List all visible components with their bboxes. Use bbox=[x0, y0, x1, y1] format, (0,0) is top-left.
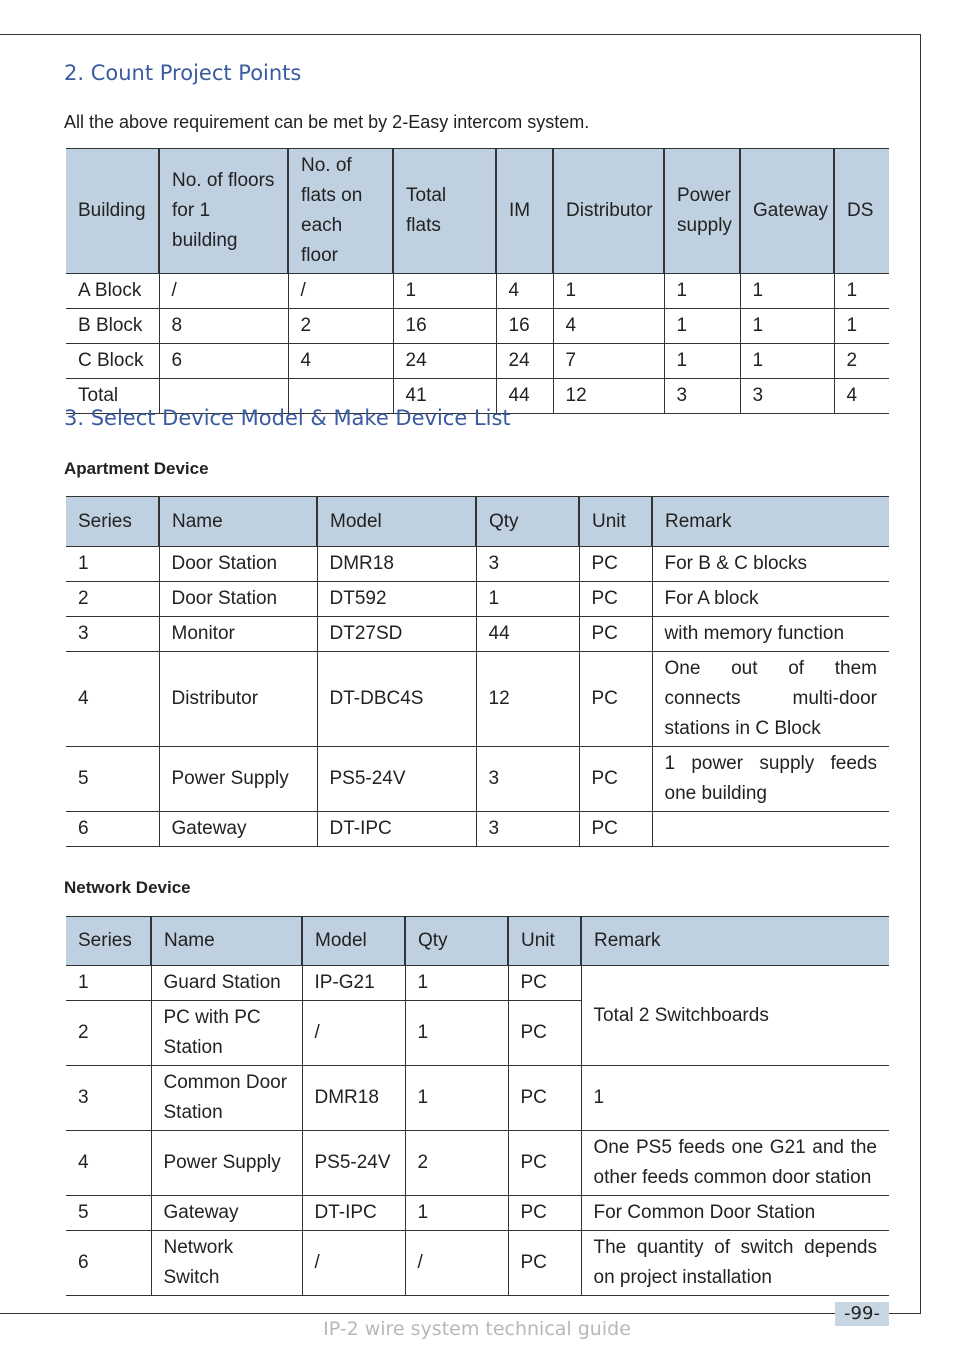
table-cell: 1 bbox=[740, 274, 834, 309]
footer-guide-title: IP-2 wire system technical guide bbox=[323, 1318, 631, 1340]
table-cell: DT-IPC bbox=[317, 812, 476, 847]
table-cell: 6 bbox=[66, 812, 159, 847]
table-row bbox=[66, 582, 889, 617]
table-cell: DT592 bbox=[317, 582, 476, 617]
table-cell: PC bbox=[508, 1231, 581, 1296]
header-power-supply: Power supply bbox=[664, 149, 740, 274]
table-cell: 1 bbox=[393, 274, 496, 309]
header-qty: Qty bbox=[405, 917, 508, 966]
table-row bbox=[66, 1131, 889, 1196]
table-cell: / bbox=[288, 274, 393, 309]
table-header-row bbox=[66, 149, 889, 274]
table-header-row bbox=[66, 497, 889, 547]
table-cell: PC bbox=[579, 582, 652, 617]
apartment-device-title: Apartment Device bbox=[64, 459, 209, 478]
table-cell: 1 bbox=[834, 274, 889, 309]
table-cell: 1 bbox=[553, 274, 664, 309]
table-cell: 8 bbox=[159, 309, 288, 344]
table-row bbox=[66, 1066, 889, 1131]
table-cell: 2 bbox=[405, 1131, 508, 1196]
table-row bbox=[66, 812, 889, 847]
table-cell: DT27SD bbox=[317, 617, 476, 652]
table-cell: PC with PC Station bbox=[151, 1001, 302, 1066]
header-gateway: Gateway bbox=[740, 149, 834, 274]
table-cell: 6 bbox=[66, 1231, 151, 1296]
table-cell: 2 bbox=[288, 309, 393, 344]
table-cell: 2 bbox=[834, 344, 889, 379]
table-cell: 2 bbox=[66, 582, 159, 617]
table-row bbox=[66, 1231, 889, 1296]
table-cell: 2 bbox=[66, 1001, 151, 1066]
table-cell: 1 bbox=[834, 309, 889, 344]
table-cell: C Block bbox=[66, 344, 159, 379]
header-unit: Unit bbox=[508, 917, 581, 966]
table-cell: Monitor bbox=[159, 617, 317, 652]
table-cell: 44 bbox=[496, 379, 553, 414]
table-cell: Power Supply bbox=[159, 747, 317, 812]
network-device-table bbox=[66, 916, 889, 1296]
table-cell: / bbox=[302, 1001, 405, 1066]
table-cell: Door Station bbox=[159, 582, 317, 617]
table-cell: 1 bbox=[66, 547, 159, 582]
table-cell-merged: Total 2 Switchboards bbox=[581, 966, 889, 1066]
table-cell: 1 bbox=[664, 309, 740, 344]
table-cell: 44 bbox=[476, 617, 579, 652]
table-cell: PC bbox=[579, 747, 652, 812]
table-cell: Distributor bbox=[159, 652, 317, 747]
table-cell: 3 bbox=[66, 617, 159, 652]
header-flats-per-floor: No. of flats on each floor bbox=[288, 149, 393, 274]
table-cell: Guard Station bbox=[151, 966, 302, 1001]
table-row bbox=[66, 1196, 889, 1231]
table-cell: PS5-24V bbox=[317, 747, 476, 812]
table-cell: Network Switch bbox=[151, 1231, 302, 1296]
table-cell: / bbox=[159, 274, 288, 309]
header-ds: DS bbox=[834, 149, 889, 274]
header-remark: Remark bbox=[581, 917, 889, 966]
table-cell: 1 power supply feeds one building bbox=[652, 747, 889, 812]
table-cell: 41 bbox=[393, 379, 496, 414]
table-cell: 3 bbox=[476, 812, 579, 847]
table-cell: 1 bbox=[581, 1066, 889, 1131]
table-cell: PC bbox=[508, 1066, 581, 1131]
table-cell: PC bbox=[508, 1001, 581, 1066]
table-cell: 4 bbox=[553, 309, 664, 344]
table-cell: Door Station bbox=[159, 547, 317, 582]
table-cell: / bbox=[302, 1231, 405, 1296]
apartment-device-table bbox=[66, 496, 889, 847]
table-cell: 4 bbox=[66, 1131, 151, 1196]
table-cell: 1 bbox=[405, 1196, 508, 1231]
table-row bbox=[66, 617, 889, 652]
page-number: -99- bbox=[835, 1302, 889, 1326]
table-cell: PC bbox=[579, 812, 652, 847]
table-cell: 24 bbox=[393, 344, 496, 379]
table-cell: 6 bbox=[159, 344, 288, 379]
table-cell: 16 bbox=[393, 309, 496, 344]
table-cell: For A block bbox=[652, 582, 889, 617]
table-cell: 1 bbox=[740, 344, 834, 379]
header-name: Name bbox=[151, 917, 302, 966]
table-cell: 4 bbox=[834, 379, 889, 414]
table-cell: PS5-24V bbox=[302, 1131, 405, 1196]
table-cell: 3 bbox=[66, 1066, 151, 1131]
header-distributor: Distributor bbox=[553, 149, 664, 274]
table-cell: Gateway bbox=[159, 812, 317, 847]
table-cell: 12 bbox=[553, 379, 664, 414]
table-cell: DT-IPC bbox=[302, 1196, 405, 1231]
table-cell: Power Supply bbox=[151, 1131, 302, 1196]
header-series: Series bbox=[66, 917, 151, 966]
table-cell: / bbox=[405, 1231, 508, 1296]
header-total-flats: Total flats bbox=[393, 149, 496, 274]
table-cell: DMR18 bbox=[302, 1066, 405, 1131]
table-cell: One PS5 feeds one G21 and the other feeds common door station bbox=[581, 1131, 889, 1196]
table-cell: One out of them connects multi-door stations in C Block bbox=[652, 652, 889, 747]
table-cell bbox=[652, 812, 889, 847]
header-unit: Unit bbox=[579, 497, 652, 547]
table-cell: 1 bbox=[405, 966, 508, 1001]
header-remark: Remark bbox=[652, 497, 889, 547]
project-points-table bbox=[66, 148, 889, 414]
table-cell: with memory function bbox=[652, 617, 889, 652]
table-cell: B Block bbox=[66, 309, 159, 344]
table-cell: 3 bbox=[476, 547, 579, 582]
section-2-heading: 2. Count Project Points bbox=[64, 61, 302, 85]
table-cell: PC bbox=[508, 1131, 581, 1196]
table-cell: 3 bbox=[664, 379, 740, 414]
header-model: Model bbox=[302, 917, 405, 966]
table-cell: 4 bbox=[66, 652, 159, 747]
table-cell: DT-DBC4S bbox=[317, 652, 476, 747]
table-header-row bbox=[66, 917, 889, 966]
header-qty: Qty bbox=[476, 497, 579, 547]
table-cell: 4 bbox=[496, 274, 553, 309]
table-cell: 1 bbox=[664, 344, 740, 379]
table-cell: IP-G21 bbox=[302, 966, 405, 1001]
table-row bbox=[66, 274, 889, 309]
table-row bbox=[66, 309, 889, 344]
table-row bbox=[66, 652, 889, 747]
table-row bbox=[66, 547, 889, 582]
table-cell: DMR18 bbox=[317, 547, 476, 582]
table-cell: 7 bbox=[553, 344, 664, 379]
table-cell: Common Door Station bbox=[151, 1066, 302, 1131]
section-2-intro: All the above requirement can be met by 2-Easy intercom system. bbox=[64, 112, 590, 132]
table-cell: 24 bbox=[496, 344, 553, 379]
table-cell: 1 bbox=[405, 1066, 508, 1131]
table-cell: 12 bbox=[476, 652, 579, 747]
table-cell: PC bbox=[508, 966, 581, 1001]
table-cell: PC bbox=[579, 617, 652, 652]
table-cell: 1 bbox=[66, 966, 151, 1001]
table-cell: 3 bbox=[476, 747, 579, 812]
network-device-title: Network Device bbox=[64, 878, 191, 897]
table-row bbox=[66, 747, 889, 812]
table-row bbox=[66, 344, 889, 379]
table-cell: A Block bbox=[66, 274, 159, 309]
header-floors: No. of floors for 1 building bbox=[159, 149, 288, 274]
section-3-heading: 3. Select Device Model & Make Device List bbox=[64, 406, 511, 430]
table-row bbox=[66, 966, 889, 1001]
header-building: Building bbox=[66, 149, 159, 274]
header-model: Model bbox=[317, 497, 476, 547]
page-frame-bottom bbox=[0, 1313, 921, 1314]
table-cell: PC bbox=[579, 652, 652, 747]
table-cell: PC bbox=[579, 547, 652, 582]
table-cell: 1 bbox=[476, 582, 579, 617]
table-cell: 16 bbox=[496, 309, 553, 344]
table-cell: 5 bbox=[66, 747, 159, 812]
table-cell: 1 bbox=[664, 274, 740, 309]
table-cell: PC bbox=[508, 1196, 581, 1231]
table-cell: 5 bbox=[66, 1196, 151, 1231]
table-cell: 4 bbox=[288, 344, 393, 379]
header-series: Series bbox=[66, 497, 159, 547]
table-cell: 1 bbox=[405, 1001, 508, 1066]
table-cell: 1 bbox=[740, 309, 834, 344]
table-cell: 3 bbox=[740, 379, 834, 414]
table-cell: Total bbox=[66, 379, 159, 414]
table-cell: Gateway bbox=[151, 1196, 302, 1231]
table-cell: For B & C blocks bbox=[652, 547, 889, 582]
table-cell: The quantity of switch depends on project installation bbox=[581, 1231, 889, 1296]
page-frame-right bbox=[920, 34, 921, 1314]
table-cell: For Common Door Station bbox=[581, 1196, 889, 1231]
header-im: IM bbox=[496, 149, 553, 274]
header-name: Name bbox=[159, 497, 317, 547]
page-frame-top bbox=[0, 34, 921, 35]
